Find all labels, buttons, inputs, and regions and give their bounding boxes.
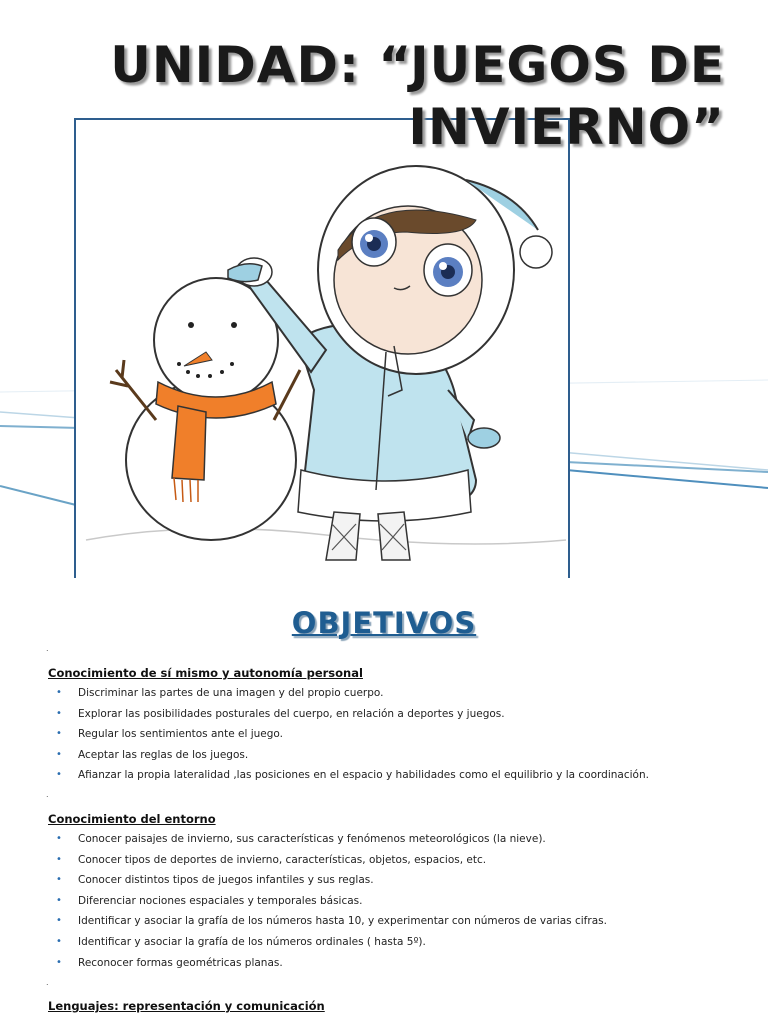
section-marker: . (46, 644, 49, 653)
bullet-icon: • (56, 687, 62, 698)
objectives-heading: OBJETIVOS (291, 606, 477, 640)
winter-illustration (74, 118, 570, 578)
list-item: • Identificar y asociar la grafía de los números ordinales ( hasta 5º). (56, 935, 426, 948)
section-heading-2: Conocimiento del entorno (48, 812, 216, 826)
bullet-icon: • (56, 894, 62, 906)
bullet-icon: • (56, 833, 62, 844)
bullet-icon: • (56, 748, 62, 760)
bullet-icon: • (56, 853, 62, 865)
objectives-document (0, 578, 768, 1024)
page-title (95, 34, 725, 158)
list-item: • Reconocer formas geométricas planas. (56, 956, 283, 969)
bullet-icon: • (56, 728, 62, 740)
bullet-icon: • (56, 707, 62, 719)
title-line-2: INVIERNO” (408, 98, 725, 156)
bullet-icon: • (56, 956, 62, 968)
section-1-list (56, 687, 649, 790)
list-item: • Explorar las posibilidades posturales del cuerpo, en relación a deportes y juegos. (56, 707, 505, 720)
list-item: • Aceptar las reglas de los juegos. (56, 748, 249, 761)
list-item: • Regular los sentimientos ante el juego. (56, 728, 283, 741)
title-line-1: UNIDAD: “JUEGOS DE (110, 36, 725, 94)
bullet-icon: • (56, 935, 62, 947)
section-2-list (56, 833, 607, 977)
list-item: • Discriminar las partes de una imagen y del propio cuerpo. (56, 687, 384, 699)
bullet-icon: • (56, 915, 62, 927)
child-and-snowman-image (76, 120, 568, 578)
section-heading-3: Lenguajes: representación y comunicación (48, 999, 325, 1013)
list-item: • Conocer distintos tipos de juegos infantiles y sus reglas. (56, 874, 374, 887)
section-marker: . (46, 790, 49, 799)
bullet-icon: • (56, 769, 62, 781)
section-heading-1: Conocimiento de sí mismo y autonomía personal (48, 666, 363, 680)
section-marker: . (46, 978, 49, 987)
list-item: • Conocer paisajes de invierno, sus características y fenómenos meteorológicos (la nieve). (56, 833, 546, 845)
list-item: • Identificar y asociar la grafía de los números hasta 10, y experimentar con números de varias cifras. (56, 915, 607, 928)
list-item: • Diferenciar nociones espaciales y temporales básicas. (56, 894, 363, 907)
list-item: • Afianzar la propia lateralidad ,las posiciones en el espacio y habilidades como el equilibrio y la coordinación. (56, 769, 649, 782)
bullet-icon: • (56, 874, 62, 886)
list-item: • Conocer tipos de deportes de invierno, características, objetos, espacios, etc. (56, 853, 487, 866)
